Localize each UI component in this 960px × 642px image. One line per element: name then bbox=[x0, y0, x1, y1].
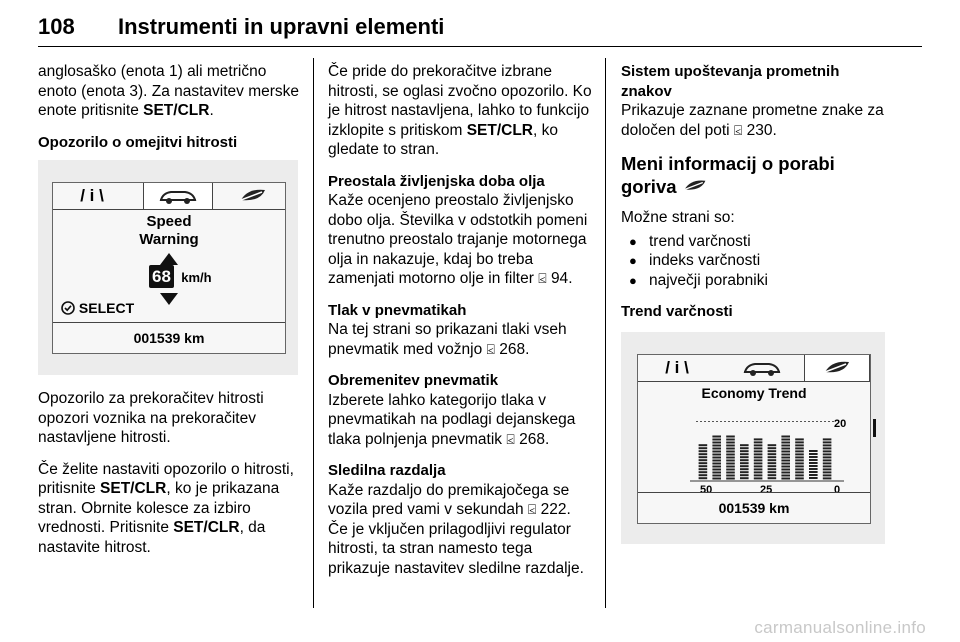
bar-segment bbox=[740, 450, 749, 452]
bar-segment bbox=[712, 474, 721, 476]
bar-segment bbox=[795, 450, 804, 452]
grid-dot bbox=[700, 421, 702, 422]
bar-segment bbox=[740, 447, 749, 449]
bar-segment bbox=[823, 450, 832, 452]
bar-segment bbox=[712, 447, 721, 449]
bar-segment bbox=[740, 474, 749, 476]
para-speed-set: Če želite nastaviti opozorilo o hitrosti, pritisnite SET/CLR, ko je prikazana stran. Obrnite kolesce za izbiro vrednosti. Pritisnite SET/CLR, da nastavite hitrost. bbox=[38, 460, 294, 556]
heading-traffic-signs: Sistem upoštevanja prometnih znakov bbox=[621, 63, 840, 100]
bar-segment bbox=[754, 447, 763, 449]
fuel-leaf-icon bbox=[682, 177, 708, 195]
bar-segment bbox=[726, 474, 735, 476]
bar-segment bbox=[795, 462, 804, 464]
chart-bar bbox=[754, 438, 763, 479]
bar-segment bbox=[740, 468, 749, 470]
bar-segment bbox=[823, 462, 832, 464]
x-tick-label: 50 bbox=[700, 483, 713, 496]
economy-trend-display bbox=[637, 354, 871, 524]
bar-segment bbox=[768, 462, 777, 464]
bar-segment bbox=[712, 456, 721, 458]
heading-fuel-info-menu: Meni informacij o porabi goriva bbox=[621, 153, 835, 197]
list-item: ● trend varčnosti bbox=[621, 232, 889, 252]
grid-dot bbox=[808, 421, 810, 422]
chart-bar bbox=[781, 435, 790, 479]
para-oil-life: Kaže ocenjeno preostalo življenjsko dobo olja. Številka v odstotkih pomeni trenutno preostalo trajanje motornega olja in nakazuje, kdaj bo treba zamenjati motorno olje in filter ⍃ 94. bbox=[328, 192, 588, 287]
bar-segment bbox=[754, 465, 763, 467]
bar-segment bbox=[712, 438, 721, 440]
bar-segment bbox=[726, 459, 735, 461]
economy-trend-figure bbox=[621, 332, 885, 544]
bar-segment bbox=[726, 444, 735, 446]
bar-segment bbox=[726, 447, 735, 449]
bar-segment bbox=[699, 471, 708, 473]
list-item: ● indeks varčnosti bbox=[621, 251, 889, 271]
bar-segment bbox=[768, 474, 777, 476]
bar-segment bbox=[712, 477, 721, 479]
grid-dot bbox=[712, 421, 714, 422]
grid-dot bbox=[696, 421, 698, 422]
bar-segment bbox=[781, 468, 790, 470]
bar-segment bbox=[726, 477, 735, 479]
bar-segment bbox=[809, 471, 818, 473]
bar-segment bbox=[781, 477, 790, 479]
bar-segment bbox=[823, 477, 832, 479]
bar-segment bbox=[768, 459, 777, 461]
bar-segment bbox=[781, 450, 790, 452]
bar-segment bbox=[712, 471, 721, 473]
chart-bar bbox=[823, 438, 832, 479]
bar-segment bbox=[699, 459, 708, 461]
bar-segment bbox=[809, 450, 818, 452]
bar-segment bbox=[726, 456, 735, 458]
bar-segment bbox=[795, 468, 804, 470]
bar-segment bbox=[754, 456, 763, 458]
tab-trip-info: / i \ bbox=[80, 186, 104, 205]
bar-segment bbox=[781, 435, 790, 437]
bar-segment bbox=[726, 471, 735, 473]
bar-segment bbox=[754, 468, 763, 470]
bar-segment bbox=[754, 477, 763, 479]
grid-dot bbox=[764, 421, 766, 422]
odometer-readout: 001539 km bbox=[638, 492, 870, 523]
bar-segment bbox=[781, 438, 790, 440]
column-right bbox=[621, 62, 889, 544]
bar-segment bbox=[754, 441, 763, 443]
bar-segment bbox=[754, 438, 763, 440]
heading-tire-pressure: Tlak v pnevmatikah bbox=[328, 301, 467, 319]
bar-segment bbox=[726, 465, 735, 467]
page-header bbox=[38, 14, 922, 44]
bar-segment bbox=[768, 453, 777, 455]
bar-segment bbox=[809, 459, 818, 461]
bar-segment bbox=[823, 444, 832, 446]
bar-segment bbox=[781, 474, 790, 476]
grid-dot bbox=[736, 421, 738, 422]
bar-segment bbox=[740, 462, 749, 464]
bar-segment bbox=[712, 441, 721, 443]
scroll-indicator bbox=[873, 419, 876, 437]
bar-segment bbox=[699, 456, 708, 458]
bar-segment bbox=[795, 456, 804, 458]
select-row bbox=[61, 299, 134, 319]
grid-dot bbox=[704, 421, 706, 422]
para-speed-exceed: Če pride do prekoračitve izbrane hitrosti, se oglasi zvočno opozorilo. Ko je hitrost nastavljena, lahko to funkcijo izklopite s pritiskom SET/CLR, ko gledate to stran. bbox=[328, 63, 592, 158]
fuel-leaf-icon bbox=[229, 183, 277, 209]
speed-value-row bbox=[149, 265, 212, 289]
chart-bar bbox=[712, 435, 721, 479]
para-traffic-signs: Prikazuje zaznane prometne znake za določen del poti ⍃ 230. bbox=[621, 102, 884, 139]
grid-dot bbox=[752, 421, 754, 422]
odometer-readout: 001539 km bbox=[53, 322, 285, 353]
bar-segment bbox=[823, 453, 832, 455]
column-divider bbox=[313, 58, 314, 608]
chart-bar bbox=[740, 444, 749, 479]
bar-segment bbox=[754, 459, 763, 461]
grid-dot bbox=[804, 421, 806, 422]
grid-dot bbox=[776, 421, 778, 422]
heading-oil-life: Preostala življenjska doba olja bbox=[328, 172, 545, 190]
para-adaptive-cruise: Če je vključen prilagodljivi regulator hitrosti, ta stran namesto tega prikazuje nastavitev sledilne razdalje. bbox=[328, 520, 584, 577]
bar-segment bbox=[726, 435, 735, 437]
bar-segment bbox=[823, 447, 832, 449]
para-speed-warning: Opozorilo za prekoračitev hitrosti opozori voznika na prekoračitev nastavljene hitrosti. bbox=[38, 390, 264, 446]
bar-segment bbox=[754, 453, 763, 455]
bar-segment bbox=[781, 447, 790, 449]
chart-bar bbox=[795, 438, 804, 479]
bar-segment bbox=[699, 444, 708, 446]
bar-segment bbox=[726, 462, 735, 464]
speed-warning-display bbox=[52, 182, 286, 354]
grid-dot bbox=[768, 421, 770, 422]
grid-dot bbox=[732, 421, 734, 422]
speed-value: 68 bbox=[149, 265, 174, 288]
bar-segment bbox=[781, 465, 790, 467]
bar-segment bbox=[712, 435, 721, 437]
grid-dot bbox=[708, 421, 710, 422]
select-label: SELECT bbox=[78, 300, 135, 316]
bar-segment bbox=[781, 456, 790, 458]
vehicle-info-icon bbox=[143, 183, 213, 209]
bar-segment bbox=[781, 453, 790, 455]
bar-segment bbox=[740, 453, 749, 455]
bar-segment bbox=[754, 474, 763, 476]
bar-segment bbox=[740, 477, 749, 479]
grid-dot bbox=[788, 421, 790, 422]
speed-warning-figure bbox=[38, 160, 298, 375]
bar-segment bbox=[699, 468, 708, 470]
header-rule bbox=[38, 46, 922, 47]
bar-segment bbox=[740, 459, 749, 461]
vehicle-info-icon bbox=[728, 355, 796, 381]
list-item: ● največji porabniki bbox=[621, 271, 889, 291]
bar-segment bbox=[795, 477, 804, 479]
grid-dot bbox=[756, 421, 758, 422]
chart-bar bbox=[726, 435, 735, 479]
grid-dot bbox=[772, 421, 774, 422]
bar-segment bbox=[795, 453, 804, 455]
bar-segment bbox=[712, 462, 721, 464]
bar-segment bbox=[823, 459, 832, 461]
bar-segment bbox=[740, 471, 749, 473]
bar-segment bbox=[712, 468, 721, 470]
heading-following-distance: Sledilna razdalja bbox=[328, 462, 446, 479]
bar-segment bbox=[712, 450, 721, 452]
bar-segment bbox=[768, 444, 777, 446]
grid-dot bbox=[800, 421, 802, 422]
display-tab-bar bbox=[638, 355, 870, 382]
bar-segment bbox=[740, 465, 749, 467]
bar-segment bbox=[740, 444, 749, 446]
grid-dot bbox=[816, 421, 818, 422]
bar-segment bbox=[823, 474, 832, 476]
bar-segment bbox=[795, 465, 804, 467]
bar-segment bbox=[754, 462, 763, 464]
para-tire-pressure: Na tej strani so prikazani tlaki vseh pnevmatik med vožnjo ⍃ 268. bbox=[328, 321, 567, 358]
column-left bbox=[38, 62, 306, 569]
grid-dot bbox=[784, 421, 786, 422]
bar-segment bbox=[795, 438, 804, 440]
bar-segment bbox=[768, 477, 777, 479]
set-clr-button-ref: SET/CLR bbox=[143, 102, 210, 119]
para-tire-load: Izberete lahko kategorijo tlaka v pnevmatikah na podlagi dejanskega tlaka polnjenja pnevmatik ⍃ 268. bbox=[328, 391, 576, 448]
grid-dot bbox=[748, 421, 750, 422]
bar-segment bbox=[823, 441, 832, 443]
bar-segment bbox=[699, 447, 708, 449]
grid-dot bbox=[780, 421, 782, 422]
grid-dot bbox=[716, 421, 718, 422]
para-following-distance: Kaže razdaljo do premikajočega se vozila pred vami v sekundah ⍃ 222. bbox=[328, 481, 571, 518]
bar-segment bbox=[809, 465, 818, 467]
bar-segment bbox=[712, 459, 721, 461]
footer-watermark: carmanualsonline.info bbox=[754, 618, 926, 637]
bar-segment bbox=[768, 471, 777, 473]
page-title: Instrumenti in upravni elementi bbox=[118, 14, 445, 39]
economy-trend-chart bbox=[638, 405, 870, 499]
heading-tire-load: Obremenitev pnevmatik bbox=[328, 372, 499, 389]
bar-segment bbox=[781, 462, 790, 464]
bar-segment bbox=[823, 465, 832, 467]
grid-dot bbox=[760, 421, 762, 422]
bar-segment bbox=[699, 453, 708, 455]
bar-segment bbox=[781, 444, 790, 446]
grid-dot bbox=[724, 421, 726, 422]
bar-segment bbox=[823, 471, 832, 473]
column-divider bbox=[605, 58, 606, 608]
chart-bar bbox=[809, 450, 818, 479]
grid-dot bbox=[792, 421, 794, 422]
intro-paragraph: anglosaško (enota 1) ali metrično enoto (enota 3). Za nastavitev merske enote pritisnite SET/CLR. bbox=[38, 63, 300, 119]
bar-segment bbox=[712, 453, 721, 455]
bar-segment bbox=[768, 456, 777, 458]
page-list bbox=[621, 232, 889, 291]
bar-segment bbox=[699, 462, 708, 464]
bar-segment bbox=[781, 471, 790, 473]
tab-trip-info: / i \ bbox=[665, 357, 689, 377]
bar-segment bbox=[809, 468, 818, 470]
heading-speed-warning: Opozorilo o omejitvi hitrosti bbox=[38, 133, 238, 151]
bar-segment bbox=[795, 447, 804, 449]
bar-segment bbox=[823, 456, 832, 458]
speed-unit: km/h bbox=[181, 270, 212, 285]
heading-economy-trend: Trend varčnosti bbox=[621, 303, 733, 320]
bar-segment bbox=[795, 441, 804, 443]
bar-segment bbox=[754, 450, 763, 452]
fuel-leaf-icon bbox=[804, 355, 870, 381]
grid-dot bbox=[812, 421, 814, 422]
grid-dot bbox=[720, 421, 722, 422]
bar-segment bbox=[795, 474, 804, 476]
bar-segment bbox=[712, 465, 721, 467]
grid-dot bbox=[744, 421, 746, 422]
bar-segment bbox=[823, 468, 832, 470]
bar-segment bbox=[781, 441, 790, 443]
chart-bar bbox=[699, 444, 708, 479]
bar-segment bbox=[726, 450, 735, 452]
bar-segment bbox=[768, 450, 777, 452]
bar-segment bbox=[699, 474, 708, 476]
bar-segment bbox=[823, 438, 832, 440]
bar-segment bbox=[795, 471, 804, 473]
bar-segment bbox=[809, 453, 818, 455]
bar-segment bbox=[795, 444, 804, 446]
bar-segment bbox=[768, 447, 777, 449]
speed-warning-title: Speed Warning bbox=[139, 213, 199, 248]
y-max-label: 20 bbox=[834, 417, 847, 430]
bar-segment bbox=[809, 474, 818, 476]
check-circle-icon bbox=[61, 301, 75, 315]
grid-dot bbox=[828, 421, 830, 422]
x-tick-label: 0 bbox=[834, 483, 841, 496]
page-number: 108 bbox=[38, 14, 75, 39]
bar-segment bbox=[699, 465, 708, 467]
bar-segment bbox=[768, 468, 777, 470]
bar-segment bbox=[768, 465, 777, 467]
bar-segment bbox=[726, 441, 735, 443]
grid-dot bbox=[820, 421, 822, 422]
grid-dot bbox=[824, 421, 826, 422]
grid-dot bbox=[796, 421, 798, 422]
display-tab-bar bbox=[53, 183, 285, 210]
x-tick-label: 25 bbox=[760, 483, 773, 496]
bar-segment bbox=[795, 459, 804, 461]
grid-dot bbox=[740, 421, 742, 422]
bar-segment bbox=[726, 438, 735, 440]
bar-segment bbox=[754, 471, 763, 473]
bar-segment bbox=[781, 459, 790, 461]
bar-segment bbox=[699, 450, 708, 452]
bar-segment bbox=[699, 477, 708, 479]
economy-trend-title: Economy Trend bbox=[701, 384, 807, 401]
para-pages-intro: Možne strani so: bbox=[621, 209, 735, 226]
bar-segment bbox=[809, 456, 818, 458]
bar-segment bbox=[740, 456, 749, 458]
bar-segment bbox=[809, 462, 818, 464]
bar-segment bbox=[809, 477, 818, 479]
bar-segment bbox=[754, 444, 763, 446]
bar-segment bbox=[712, 444, 721, 446]
column-middle bbox=[328, 62, 596, 590]
chart-bar bbox=[768, 444, 777, 479]
bar-segment bbox=[726, 453, 735, 455]
grid-dot bbox=[728, 421, 730, 422]
bar-segment bbox=[726, 468, 735, 470]
